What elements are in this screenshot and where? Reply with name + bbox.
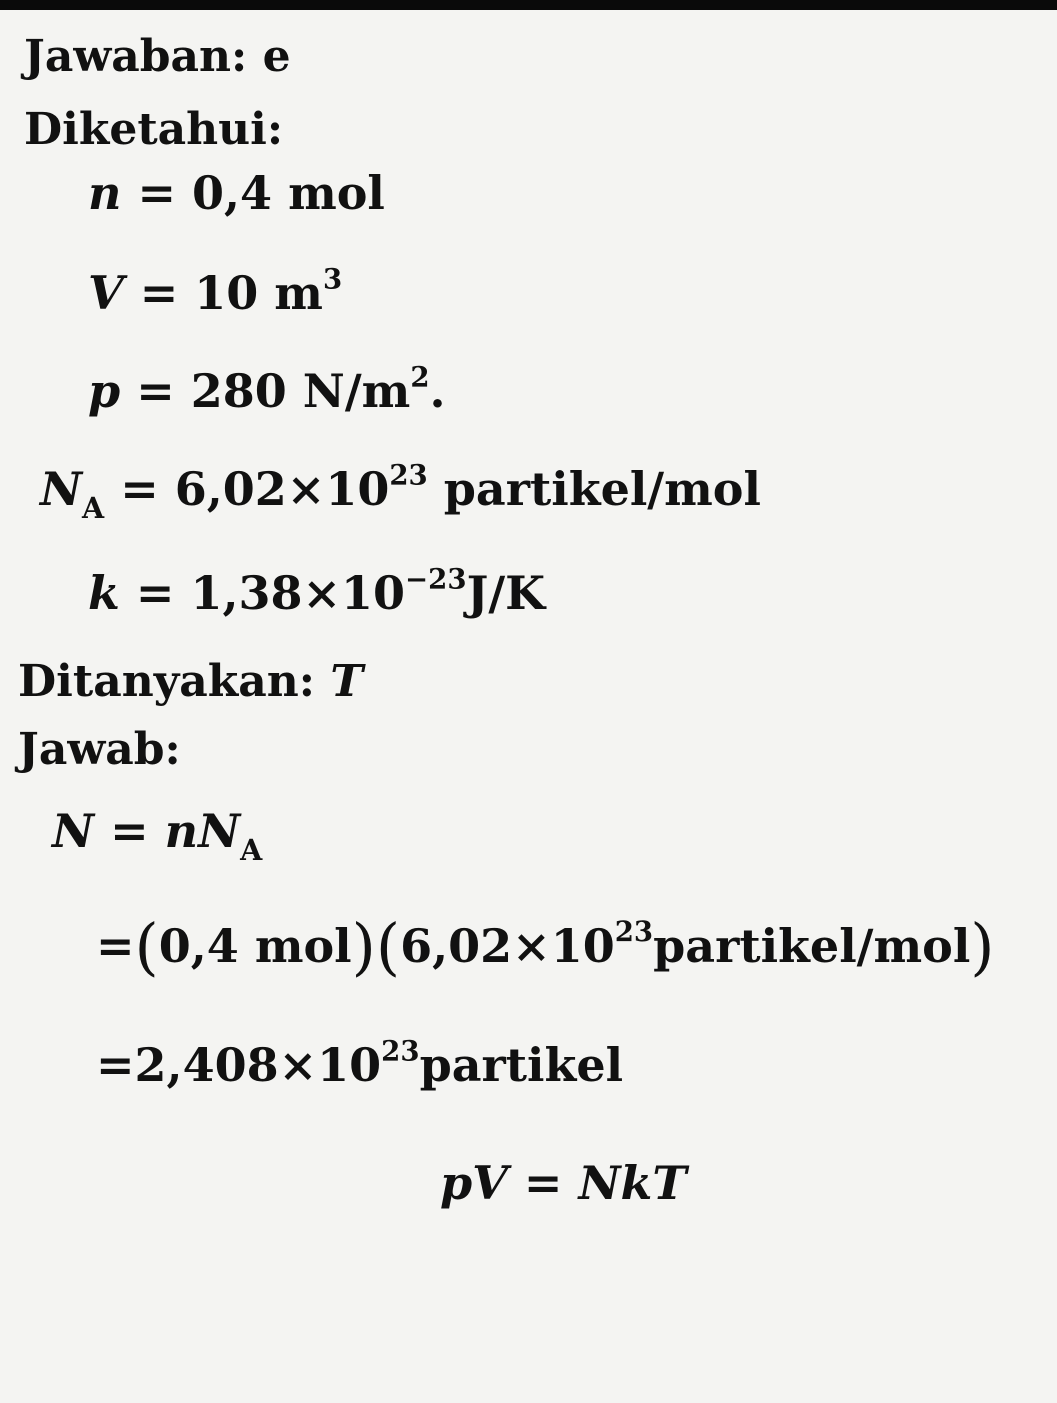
top-border [0,0,1057,10]
step3-equals: = [96,1038,135,1092]
step3-exponent: 23 [381,1034,420,1068]
k-equals: = [135,566,175,620]
step3-unit: partikel [419,1038,624,1092]
given-NA [40,458,761,525]
solution-step1 [52,804,263,867]
solution-heading: Jawab: [18,724,181,775]
p-symbol: p [88,364,121,418]
p-tail: . [429,364,446,418]
formula-rhs: NkT [578,1156,687,1210]
NA-value: 6,02×10 [174,462,390,516]
formula-equals: = [523,1156,563,1210]
V-equals: = [139,266,179,320]
solution-step3 [96,1034,624,1092]
ideal-gas-formula [440,1156,687,1210]
step2-equals: = [96,918,135,973]
asked-line [18,656,364,707]
NA-unit: partikel/mol [427,462,761,516]
step2-mol: 0,4 mol [158,918,352,973]
step1-subscript: A [240,832,263,867]
asked-label: Ditanyakan: [18,656,315,707]
given-p [88,360,446,418]
answer-label: Jawaban: [24,31,248,82]
given-V [88,262,343,320]
NA-exponent: 23 [389,458,428,492]
asked-symbol: T [330,656,364,707]
step3-value: 2,408×10 [134,1038,382,1092]
p-exponent: 2 [410,360,430,394]
given-n [88,166,385,220]
given-heading: Diketahui: [24,104,284,155]
step1-N: N [198,804,241,858]
NA-equals: = [120,462,159,516]
p-equals: = [136,364,175,418]
step1-equals: = [110,804,149,858]
V-symbol: V [88,266,124,320]
solution-step2 [96,910,995,983]
NA-subscript: A [82,490,105,525]
step1-lhs: N [52,804,95,858]
formula-lhs: pV [440,1156,508,1210]
step2-avogadro: 6,02×10 [400,918,615,973]
NA-symbol: N [40,462,83,516]
n-value: 0,4 mol [192,166,385,220]
V-value: 10 m [194,266,323,320]
k-symbol: k [88,566,120,620]
answer-line [24,31,291,82]
given-k [88,562,546,620]
step2-open-paren-2: ( [375,910,401,983]
V-exponent: 3 [322,262,343,296]
p-value: 280 N/m [190,364,411,418]
step2-exponent: 23 [614,915,654,949]
n-equals: = [137,166,177,220]
k-value: 1,38×10 [190,566,406,620]
step2-open-paren-1: ( [134,910,159,983]
k-exponent: −23 [405,562,467,596]
step2-unit: partikel/mol [653,918,971,973]
n-symbol: n [88,166,122,220]
step2-close-paren-2: ) [970,910,995,983]
step2-close-paren-1: ) [351,910,376,983]
answer-value: e [262,31,291,82]
step1-n: n [164,804,199,858]
k-unit: J/K [466,566,546,620]
